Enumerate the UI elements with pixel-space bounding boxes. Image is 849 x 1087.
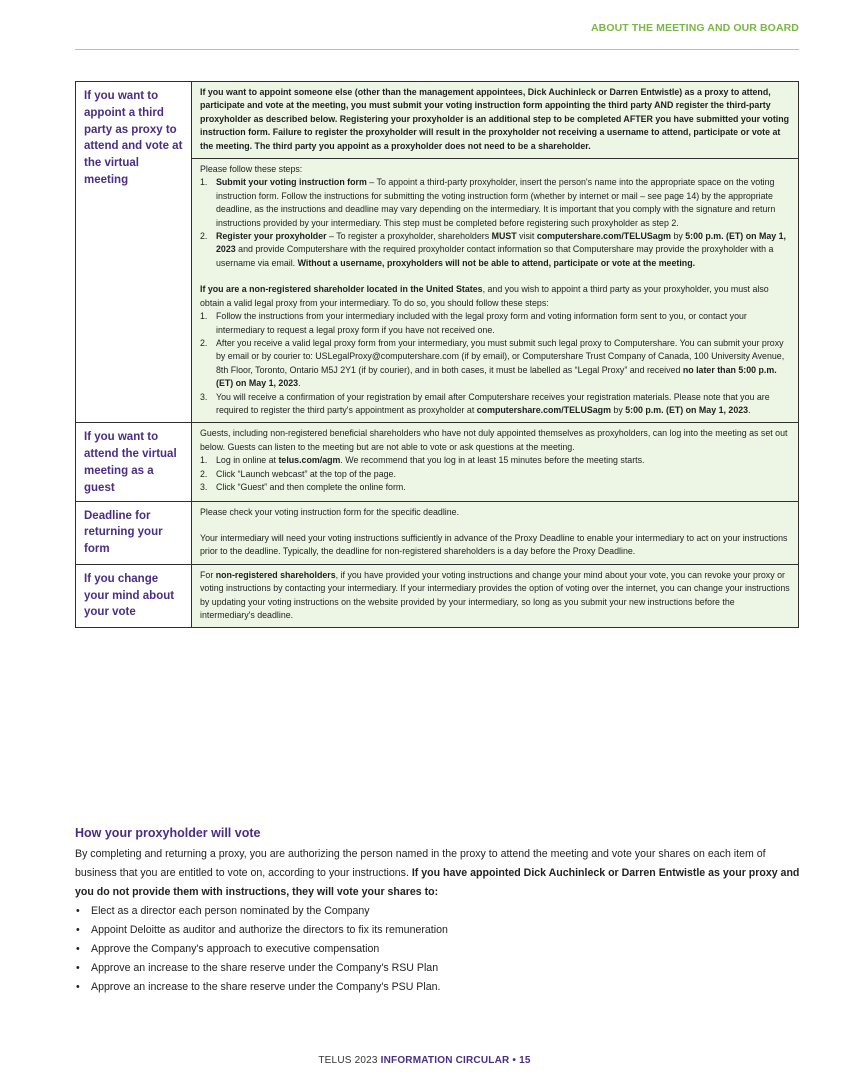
section-paragraph: By completing and returning a proxy, you are authorizing the person named in the proxy to attend the meeting and vote your shares on each item of business that you are entitled to vote on, according to your instructions. If you have appointed Dick Auchinleck or Darren Entwistle as your proxy and you do not provide them with instructions, they will vote your shares to: [75, 848, 800, 898]
list-item: • Approve an increase to the share reserve under the Company's PSU Plan. [75, 978, 801, 997]
list-item: 2. Register your proxyholder – To register a proxyholder, shareholders MUST visit computershare.com/TELUSagm by 5:00 p.m. (ET) on May 1, 2023 and provide Computershare with the required proxyholder contact information so that Computershare may provide the proxyholder with a username via email. Without a username, proxyholders will not be able to attend, participate or vote at the meeting. [200, 231, 786, 268]
row-label: Deadline for returning your form [76, 501, 192, 564]
steps-list [200, 176, 790, 270]
section-title: How your proxyholder will vote [75, 826, 261, 840]
deadline-detail: Your intermediary will need your voting instructions sufficiently in advance of the Proxy Deadline to enable your intermediary to act on your instructions prior to the deadline. Typically, the deadline for non-registered shareholders is a day before the Proxy Deadline. [200, 532, 788, 557]
row-content [192, 82, 799, 159]
steps-intro: Please follow these steps: [200, 164, 303, 175]
list-item: 2. After you receive a valid legal proxy form from your intermediary, you must submit such legal proxy to Computershare. You can submit your proxy by email or by courier to: USLegalProxy@computershare.com (if by email), or Computershare Trust Company of Canada, 100 University Avenue, 8th Floor, Toronto, Ontario M5J 2Y1 (if by courier), and in both cases, it must be labelled as “Legal Proxy” and received no later than 5:00 p.m. (ET) on May 1, 2023. [200, 337, 785, 389]
list-item: 1. Follow the instructions from your intermediary included with the legal proxy form and voting information form sent to you, or contact your intermediary to request a legal proxy form if you have not received one. [200, 311, 747, 335]
table-row [76, 82, 799, 159]
table-row [76, 501, 799, 564]
list-item: 2. Click “Launch webcast” at the top of the page. [200, 468, 396, 479]
voting-info-table [75, 81, 799, 628]
guest-steps-list [200, 454, 790, 494]
list-item: 3. Click “Guest” and then complete the online form. [200, 481, 406, 492]
list-item: • Elect as a director each person nominated by the Company [75, 902, 801, 921]
intro-text: If you want to appoint someone else (other than the management appointees, Dick Auchinleck or Darren Entwistle) as a proxy to attend, participate and vote at the meeting, you must submit your voting instruction form appointing the third party AND register the third-party proxyholder as described below. Registering your proxyholder is an additional step to be completed AFTER you have submitted your voting instruction form. Failure to register the proxyholder will result in the proxyholder not receiving a username to attend, participate or vote at the meeting. The third party you appoint as a proxyholder does not need to be a shareholder. [200, 87, 790, 151]
list-item: • Approve the Company's approach to executive compensation [75, 940, 801, 959]
change-vote-text: For non-registered shareholders, if you have provided your voting instructions and change your mind about your vote, you can revoke your proxy or voting instructions by contacting your intermediary. If your intermediary provides the option of voting over the internet, you can change your instructions by updating your voting instructions on the website provided by your intermediary, so long as you submit your new instructions before the intermediary's deadline. [200, 569, 790, 620]
vote-bullets [75, 902, 801, 997]
row-label: If you want to appoint a third party as proxy to attend and vote at the virtual meeting [76, 82, 192, 423]
list-item: 1. Log in online at telus.com/agm. We recommend that you log in at least 15 minutes before the meeting starts. [200, 455, 645, 466]
us-steps-list [200, 310, 790, 417]
guest-intro: Guests, including non-registered beneficial shareholders who have not duly appointed themselves as proxyholders, can log into the meeting as set out below. Guests can listen to the meeting but are not able to vote or ask questions at the meeting. [200, 428, 788, 452]
list-item: • Appoint Deloitte as auditor and authorize the directors to fix its remuneration [75, 921, 801, 940]
table-row [76, 423, 799, 501]
row-label: If you change your mind about your vote [76, 564, 192, 628]
table-row [76, 564, 799, 628]
header-rule [75, 49, 799, 50]
list-item: 3. You will receive a confirmation of your registration by email after Computershare receives your registration materials. Please note that you are required to register the third party's appointment as proxyholder at computershare.com/TELUSagm by 5:00 p.m. (ET) on May 1, 2023. [200, 391, 770, 415]
row-content [192, 159, 799, 423]
row-label: If you want to attend the virtual meeting as a guest [76, 423, 192, 501]
us-shareholder-text: If you are a non-registered shareholder located in the United States, and you wish to appoint a third party as your proxyholder, you must also obtain a valid legal proxy from your intermediary. To do so, you should follow these steps: [200, 284, 769, 308]
row-content [192, 501, 799, 564]
list-item: 1. Submit your voting instruction form – To appoint a third-party proxyholder, insert the person's name into the appropriate space on the voting instruction form. Follow the instructions for submitting the voting instruction form (whether by internet or mail – see page 14) by the appropriate deadline, as the instructions and deadline may vary depending on the intermediary. It is important that you comply with the signature and return instructions provided by your intermediary. This step must be completed before registering such proxyholder as step 2. [200, 177, 776, 228]
page-number: 15 [519, 1055, 531, 1066]
section-body [75, 845, 801, 997]
row-content [192, 423, 799, 501]
page-footer: TELUS 2023 INFORMATION CIRCULAR • 15 [318, 1055, 531, 1066]
section-header: ABOUT THE MEETING AND OUR BOARD [590, 22, 799, 34]
list-item: • Approve an increase to the share reserve under the Company's RSU Plan [75, 959, 801, 978]
deadline-text: Please check your voting instruction form for the specific deadline. [200, 506, 460, 517]
row-content [192, 564, 799, 628]
